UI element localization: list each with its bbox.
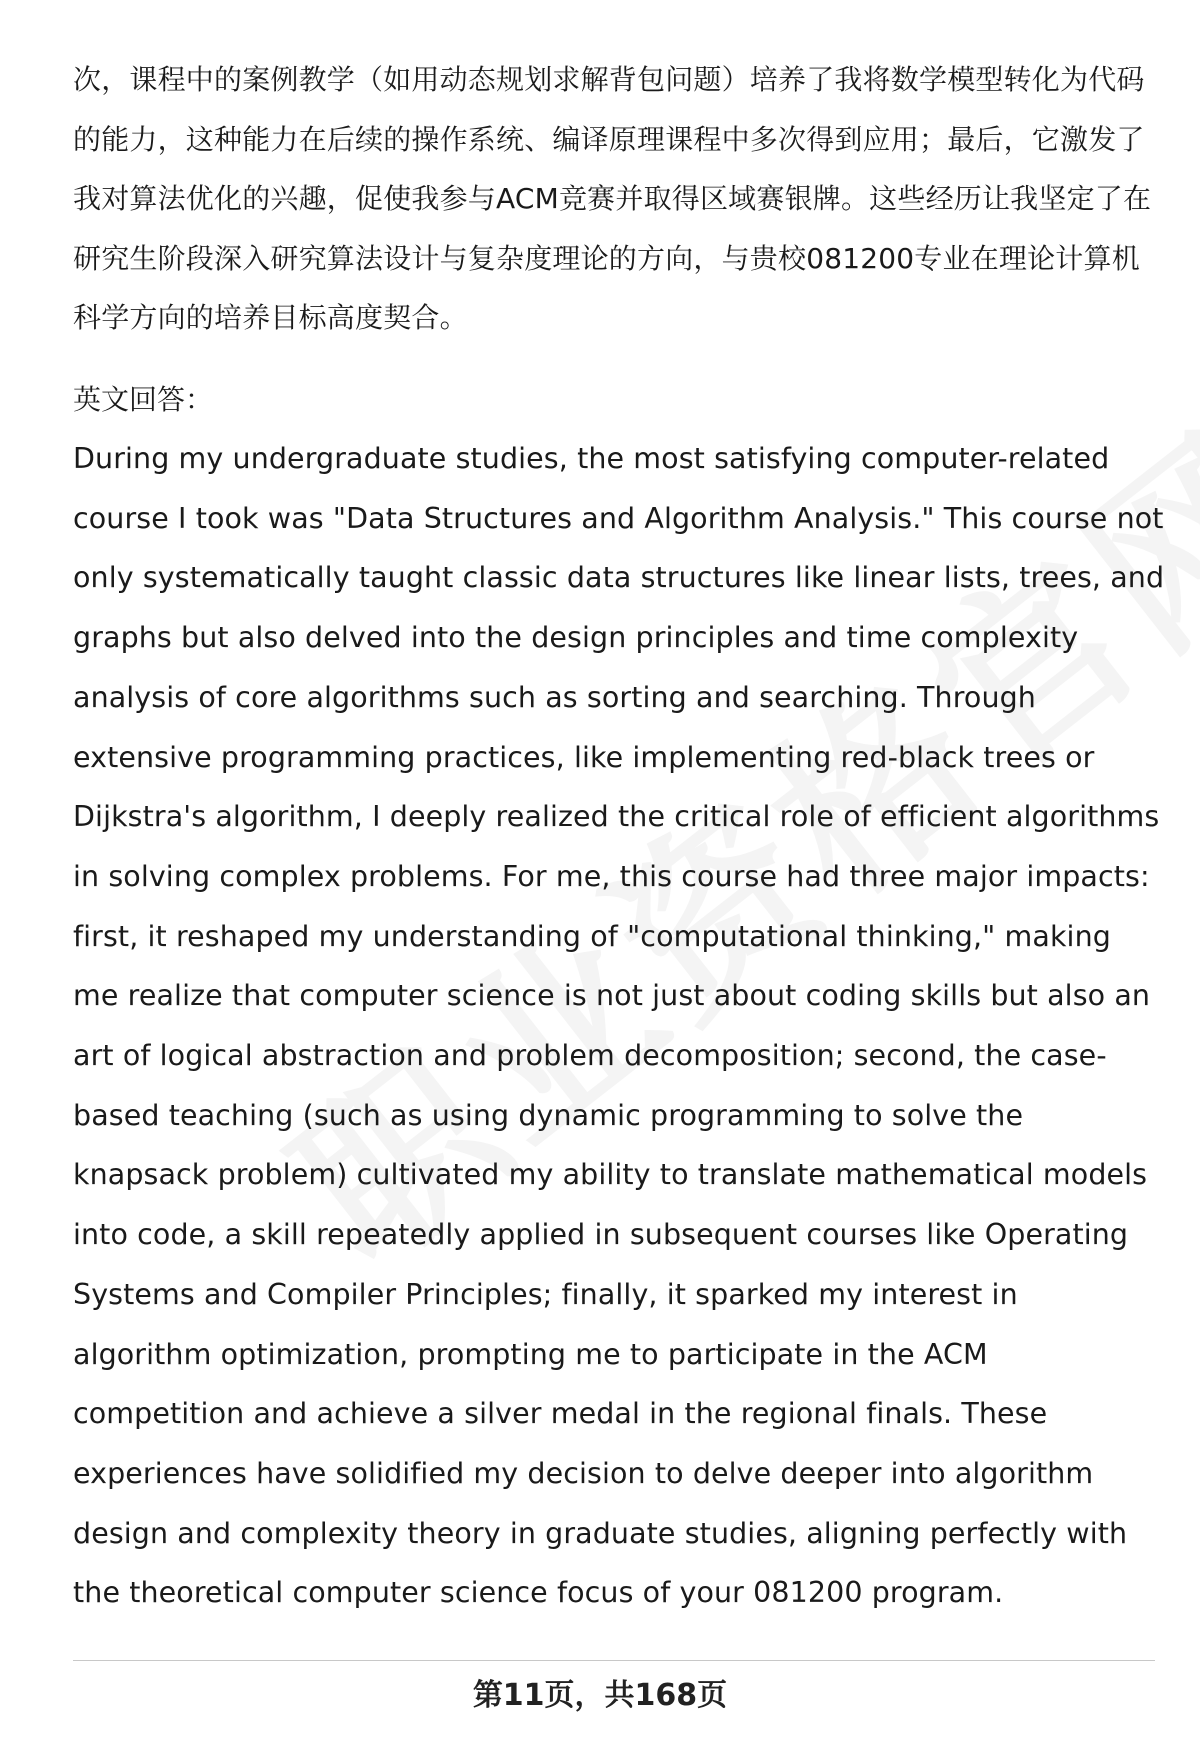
chinese-answer-paragraph: 次，课程中的案例教学（如用动态规划求解背包问题）培养了我将数学模型转化为代码的能力，这种能力在后续的操作系统、编译原理课程中多次得到应用；最后，它激发了我对算法优化的兴趣，促使我参与ACM竞赛并取得区域赛银牌。这些经历让我坚定了在研究生阶段深入研究算法设计与复杂度理论的方向，与贵校081200专业在理论计算机科学方向的培养目标高度契合。	[73, 63, 1152, 334]
footer-divider	[73, 1660, 1155, 1661]
english-answer-label: 英文回答：	[73, 382, 214, 416]
page-number: 第11页，共168页	[472, 1678, 728, 1713]
document-body	[73, 50, 1165, 1623]
english-answer-paragraph: During my undergraduate studies, the most satisfying computer-related course I took was "Data Structures and Algorithm Analysis." This course not only systematically taught classic data structures like linear lists, trees, and graphs but also delved into the design principles and time complexity analysis of core algorithms such as sorting and searching. Through extensive programming practices, like implementing red-black trees or Dijkstra's algorithm, I deeply realized the critical role of efficient algorithms in solving complex problems. For me, this course had three major impacts: first, it reshaped my understanding of "computational thinking," making me realize that computer science is not just about coding skills but also an art of logical abstraction and problem decomposition; second, the case-based teaching (such as using dynamic programming to solve the knapsack problem) cultivated my ability to translate mathematical models into code, a skill repeatedly applied in subsequent courses like Operating Systems and Compiler Principles; finally, it sparked my interest in algorithm optimization, prompting me to participate in the ACM competition and achieve a silver medal in the regional finals. These experiences have solidified my decision to delve deeper into algorithm design and complexity theory in graduate studies, aligning perfectly with the theoretical computer science focus of your 081200 program.	[73, 442, 1165, 1610]
